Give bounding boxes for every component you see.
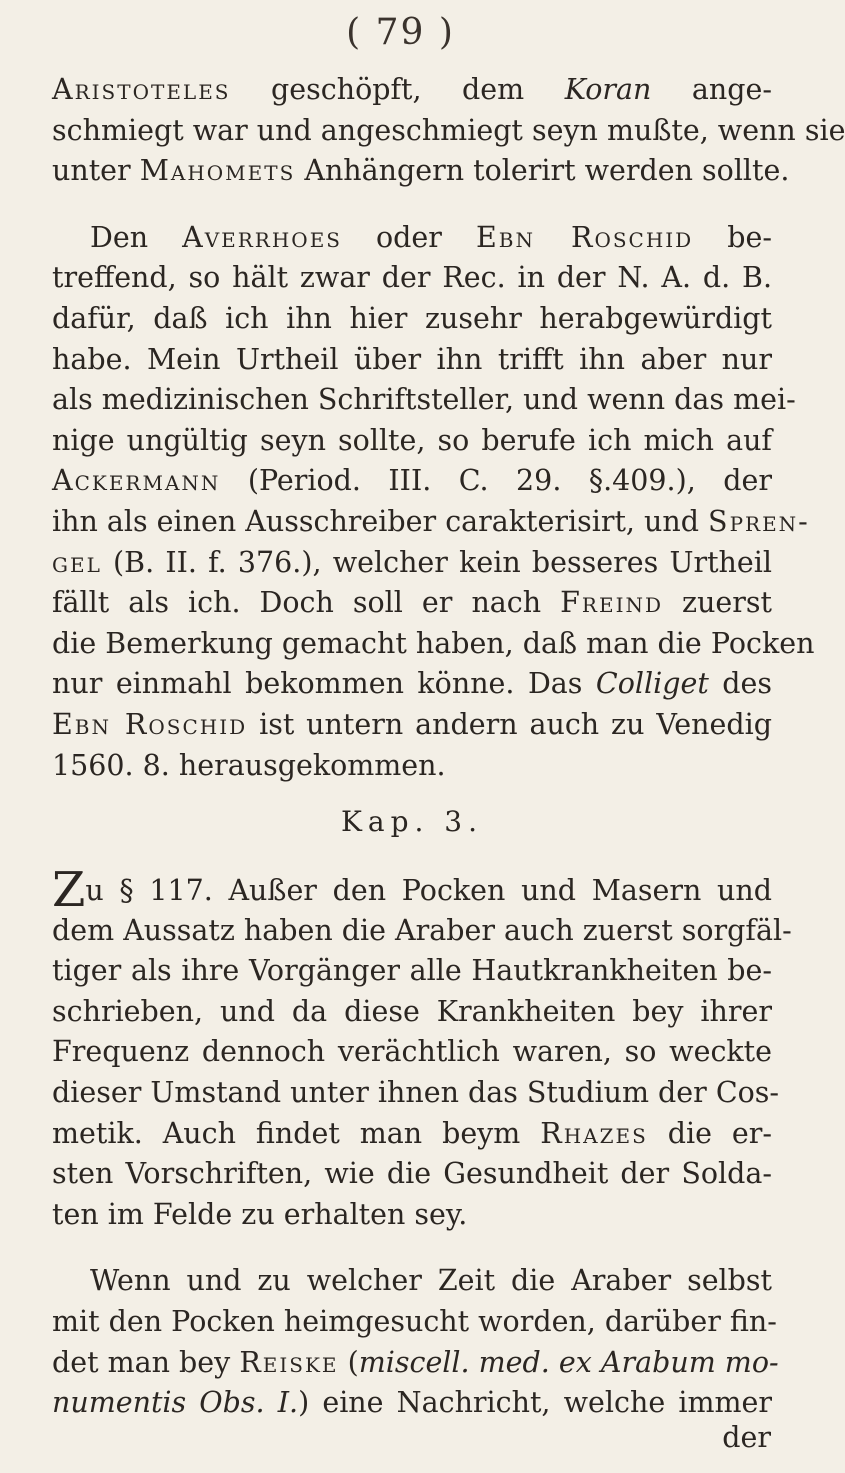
citation-miscell: miscell. med. ex Arabum mo- (358, 1345, 779, 1379)
text-line (52, 1114, 772, 1155)
text-span: ange- (651, 73, 772, 106)
text-span: ihn als einen Ausschreiber carakterisirt, und (52, 504, 709, 538)
text-line (52, 583, 772, 624)
text-span: be- (693, 220, 772, 254)
text-span: unter (52, 154, 140, 188)
text-line: tiger als ihre Vorgänger alle Hautkrankheiten be- (52, 954, 772, 988)
text-line: dafür, daß ich ihn hier zusehr herabgewürdigt (52, 301, 772, 335)
text-span: die er- (647, 1116, 773, 1150)
text-span: oder (342, 220, 476, 254)
title-koran: Koran (564, 73, 652, 106)
text-span: det man bey (52, 1345, 240, 1379)
name-ackermann: Ackermann (52, 464, 221, 498)
catchword: der (722, 1421, 771, 1454)
text-line: 1560. 8. herausgekommen. (52, 748, 446, 782)
text-line: ten im Felde zu erhalten sey. (52, 1197, 468, 1231)
text-line (52, 543, 772, 584)
name-ebn-roschid: Ebn Roschid (52, 707, 248, 741)
name-aristoteles: Aristoteles (52, 73, 231, 106)
text-line: sten Vorschriften, wie die Gesundheit der Solda- (52, 1157, 772, 1191)
name-mahomet: Mahomets (139, 154, 296, 188)
text-span: geschöpft, dem (230, 73, 565, 106)
text-line (52, 461, 772, 502)
text-span: Den (90, 220, 183, 254)
text-span: des (708, 667, 772, 701)
text-line (52, 862, 772, 919)
initial-letter: Z (52, 862, 86, 919)
text-line: schmiegt war und angeschmiegt seyn mußte, wenn sie (52, 113, 845, 147)
name-ebn-roschid: Ebn Roschid (475, 220, 694, 254)
text-line (52, 705, 772, 746)
text-span: u § 117. Außer den Pocken und Masern und (85, 874, 772, 908)
text-span: ist untern andern auch zu Venedig (247, 707, 772, 741)
name-reiske: Reiske (239, 1345, 339, 1379)
text-line: Wenn und zu welcher Zeit die Araber selbst (90, 1264, 772, 1298)
text-line: nige ungültig seyn sollte, so berufe ich mich auf (52, 423, 772, 457)
text-line (52, 218, 772, 259)
text-span: (Period. III. C. 29. §.409.), der (220, 464, 772, 498)
text-line: dieser Umstand unter ihnen das Studium der Cos- (52, 1076, 780, 1110)
text-line: dem Aussatz haben die Araber auch zuerst sorgfäl- (52, 913, 792, 947)
text-line: Frequenz dennoch verächtlich waren, so weckte (52, 1035, 772, 1069)
text-span: ) eine Nachricht, welche immer (298, 1386, 772, 1420)
page-number: ( 79 ) (346, 12, 455, 53)
text-line (52, 502, 810, 543)
name-sprengel-cont: gel (52, 545, 102, 579)
text-line (52, 1383, 772, 1424)
paragraph-gap (52, 192, 772, 218)
text-line: die Bemerkung gemacht haben, daß man die Pocken (52, 626, 815, 660)
paragraph-gap (52, 1235, 772, 1261)
text-span: ( (338, 1345, 359, 1379)
name-rhazes: Rhazes (540, 1116, 648, 1150)
text-span: fällt als ich. Doch soll er nach (52, 586, 561, 620)
name-sprengel: Spren- (708, 504, 810, 538)
paragraph-3 (52, 862, 792, 1235)
text-block (52, 70, 845, 1424)
text-line (52, 151, 790, 192)
text-line (52, 1343, 779, 1384)
name-averrhoes: Averrhoes (182, 220, 342, 254)
paragraph-2 (52, 218, 815, 786)
text-line: mit den Pocken heimgesucht worden, darüber fin- (52, 1305, 777, 1339)
title-colliget: Colliget (595, 667, 709, 701)
chapter-heading: Kap. 3. (340, 805, 484, 839)
text-span: Anhängern tolerirt werden sollte. (295, 154, 790, 188)
text-line (52, 70, 772, 111)
text-span: metik. Auch findet man beym (52, 1116, 541, 1150)
name-freind: Freind (560, 586, 664, 620)
text-span: zuerst (663, 586, 773, 620)
paragraph-4 (52, 1261, 779, 1423)
text-line: schrieben, und da diese Krankheiten bey ihrer (52, 994, 772, 1028)
text-span: (B. II. f. 376.), welcher kein besseres Urtheil (101, 545, 772, 579)
text-span: nur einmahl bekommen könne. Das (52, 667, 596, 701)
text-line: habe. Mein Urtheil über ihn trifft ihn aber nur (52, 342, 772, 376)
text-line: treffend, so hält zwar der Rec. in der N. A. d. B. (52, 261, 772, 295)
paragraph-1 (52, 70, 845, 192)
text-line: als medizinischen Schriftsteller, und wenn das mei- (52, 383, 796, 417)
text-line (52, 664, 772, 705)
citation-numentis: numentis Obs. I. (52, 1386, 299, 1420)
